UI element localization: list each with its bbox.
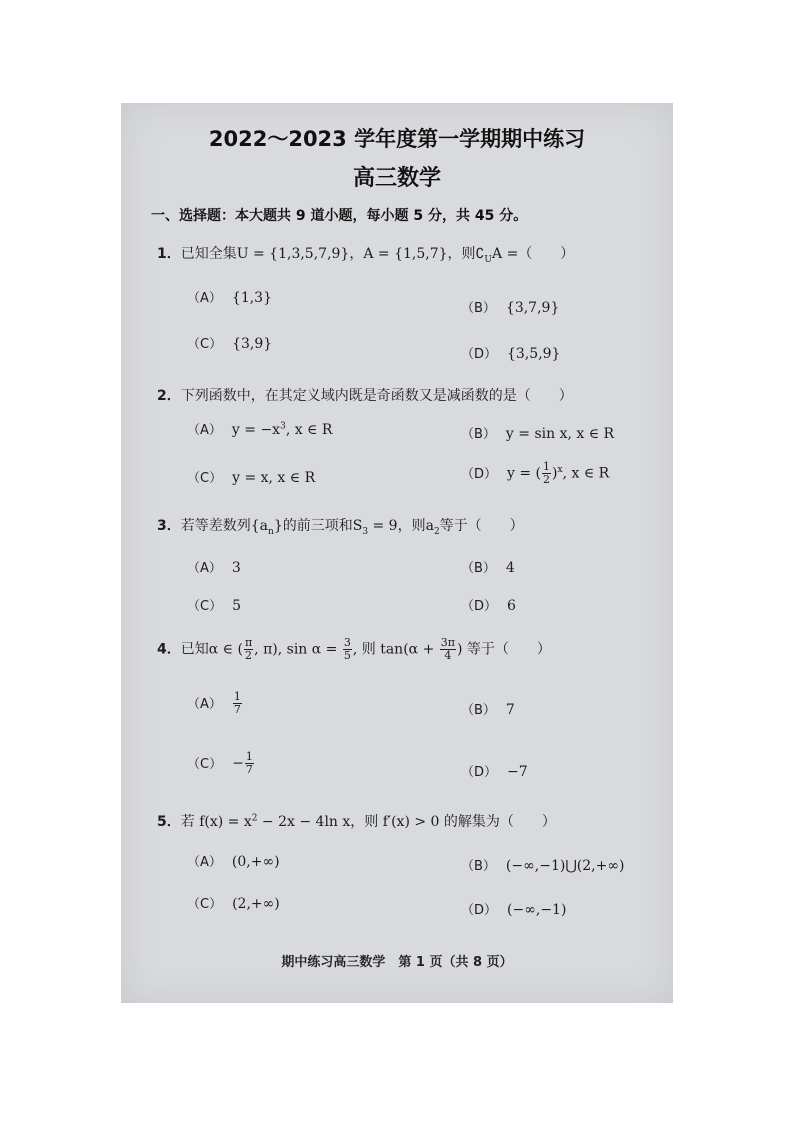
fraction: $\frac{3\pi}{4}$: [440, 636, 455, 662]
option-5b[interactable]: （B） (−∞,−1)⋃(2,+∞): [461, 858, 625, 874]
fraction: $\frac{3}{5}$: [343, 636, 351, 662]
option-1c[interactable]: （C） {3,9}: [187, 336, 273, 352]
question-4: 4．已知α ∈ ( $\frac{\pi}{2}$ , π), sin α = $\frac{3}{5}$ , 则 tan(α + $\frac{3\pi}{4}$ ) 等于（ ）: [157, 636, 551, 662]
option-4b[interactable]: （B） 7: [461, 702, 515, 718]
question-number: 4．: [157, 641, 181, 658]
option-2b[interactable]: （B） y = sin x, x ∈ R: [461, 426, 615, 442]
exam-subject: 高三数学: [352, 166, 441, 191]
question-number: 1．: [157, 246, 181, 262]
option-4a[interactable]: （A） $\frac{1}{7}$: [187, 690, 241, 716]
section-heading: 一、选择题：本大题共 9 道小题，每小题 5 分，共 45 分。: [151, 208, 528, 224]
question-3: 3．若等差数列$\{a_n\}$的前三项和$S_3 = 9$，则$a_2$等于（ ）: [157, 518, 524, 537]
option-1d[interactable]: （D） {3,5,9}: [461, 346, 561, 362]
question-5: 5．若 $f(x) = x^2 - 2x - 4\ln$ x，则 f′(x) > 0 的解集为（ ）: [157, 813, 556, 830]
question-2: 2．下列函数中，在其定义域内既是奇函数又是减函数的是（ ）: [157, 388, 573, 404]
option-3d[interactable]: （D） 6: [461, 598, 516, 614]
fraction: $\frac{1}{7}$: [233, 690, 241, 716]
option-4c[interactable]: （C） − $\frac{1}{7}$: [187, 750, 253, 776]
option-5d[interactable]: （D） (−∞,−1): [461, 902, 567, 918]
option-3a[interactable]: （A） 3: [187, 560, 241, 576]
exam-title: 2022～2023 学年度第一学期期中练习: [208, 127, 586, 151]
option-4d[interactable]: （D） −7: [461, 764, 528, 780]
option-2d[interactable]: （D） y = ( $\frac{1}{2}$ )$^x$, x ∈ R: [461, 460, 610, 486]
option-1a[interactable]: （A） {1,3}: [187, 290, 272, 306]
question-1: 1．已知全集U = {1,3,5,7,9}，A = {1,5,7}，则$∁_UA$ =（ ）: [157, 246, 575, 265]
exam-paper: [121, 103, 673, 1003]
fraction: $\frac{1}{2}$: [543, 460, 551, 486]
question-number: 5．: [157, 814, 181, 830]
fraction: $\frac{1}{7}$: [245, 750, 253, 776]
fraction: $\frac{\pi}{2}$: [244, 636, 253, 662]
page-footer: 期中练习高三数学 第 1 页（共 8 页）: [281, 955, 513, 970]
question-number: 2．: [157, 388, 181, 404]
option-5a[interactable]: （A） (0,+∞): [187, 854, 280, 870]
option-3b[interactable]: （B） 4: [461, 560, 515, 576]
option-2a[interactable]: （A） $y = -x^3$, x ∈ R: [187, 421, 333, 438]
question-number: 3．: [157, 518, 181, 534]
option-2c[interactable]: （C） y = x, x ∈ R: [187, 470, 316, 486]
option-3c[interactable]: （C） 5: [187, 598, 241, 614]
option-5c[interactable]: （C） (2,+∞): [187, 896, 280, 912]
option-1b[interactable]: （B） {3,7,9}: [461, 300, 560, 316]
